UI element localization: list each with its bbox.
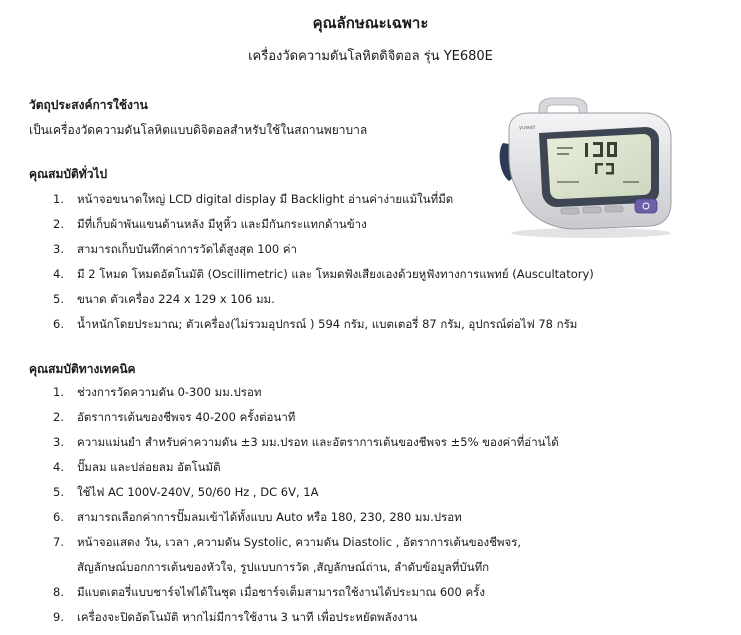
list-item	[29, 237, 594, 262]
item-text: มี 2 โหมด โหมดอัตโนมัติ (Oscillimetric) และ โหมดฟังเสียงเองด้วยหูฟังทางการแพทย์ (Auscultatory)	[77, 267, 594, 281]
item-text: สามารถเก็บบันทึกค่าการวัดได้สูงสุด 100 ค่า	[77, 242, 298, 256]
item-text: เครื่องจะปิดอัตโนมัติ หากไม่มีการใช้งาน 3 นาที เพื่อประหยัดพลังงาน	[77, 610, 418, 624]
item-text: มีแบตเตอรี่แบบชาร์จไฟได้ในชุด เมื่อชาร์จเต็มสามารถใช้งานได้ประมาณ 600 ครั้ง	[77, 585, 485, 599]
item-text: อัตราการเต้นของชีพจร 40-200 ครั้งต่อนาที	[77, 410, 296, 424]
list-item	[29, 430, 559, 455]
device-button-mode	[605, 206, 623, 212]
item-text: ใช้ไฟ AC 100V-240V, 50/60 Hz , DC 6V, 1A	[77, 485, 319, 499]
list-item	[29, 530, 559, 580]
item-text: ขนาด ตัวเครื่อง 224 x 129 x 106 มม.	[77, 292, 275, 306]
device-start-button	[635, 199, 657, 213]
item-number: 5.	[53, 292, 64, 306]
item-text: สามารถเลือกค่าการปั๊มลมเข้าได้ทั้งแบบ Auto หรือ 180, 230, 280 มม.ปรอท	[77, 510, 462, 524]
device-shadow	[511, 228, 671, 238]
item-number: 3.	[53, 242, 64, 256]
technical-heading: คุณสมบัติทางเทคนิค	[29, 362, 136, 376]
list-item	[29, 287, 594, 312]
item-text-continued: สัญลักษณ์บอกการเต้นของหัวใจ, รูปแบบการวัด ,สัญลักษณ์ถ่าน, ลำดับข้อมูลที่บันทึก	[77, 560, 490, 574]
item-number: 6.	[53, 510, 64, 524]
item-number: 1.	[53, 385, 64, 399]
purpose-heading: วัตถุประสงค์การใช้งาน	[29, 98, 148, 112]
list-item	[29, 262, 594, 287]
item-number: 2.	[53, 217, 64, 231]
item-text: ช่วงการวัดความดัน 0-300 มม.ปรอท	[77, 385, 262, 399]
item-text: หน้าจอแสดง วัน, เวลา ,ความดัน Systolic, ความดัน Diastolic , อัตราการเต้นของชีพจร,	[77, 535, 522, 549]
list-item	[29, 405, 559, 430]
document-title: คุณลักษณะเฉพาะ	[312, 14, 429, 32]
blood-pressure-monitor-image	[495, 95, 677, 240]
item-number: 1.	[53, 192, 64, 206]
list-item	[29, 605, 559, 630]
list-item	[29, 505, 559, 530]
item-number: 5.	[53, 485, 64, 499]
list-item	[29, 312, 594, 337]
list-item	[29, 455, 559, 480]
item-number: 3.	[53, 435, 64, 449]
device-button-set	[583, 207, 601, 213]
item-number: 8.	[53, 585, 64, 599]
item-number: 2.	[53, 410, 64, 424]
general-heading: คุณสมบัติทั่วไป	[29, 167, 108, 181]
brand-label: yuwell	[519, 125, 536, 131]
technical-spec-list	[29, 380, 559, 630]
list-item	[29, 580, 559, 605]
item-number: 4.	[53, 267, 64, 281]
item-text: ความแม่นยำ สำหรับค่าความดัน ±3 มม.ปรอท และอัตราการเต้นของชีพจร ±5% ของค่าที่อ่านได้	[77, 435, 559, 449]
list-item	[29, 380, 559, 405]
item-text: หน้าจอขนาดใหญ่ LCD digital display มี Backlight อ่านค่าง่ายแม้ในที่มืด	[77, 192, 454, 206]
item-text: ปั๊มลม และปล่อยลม อัตโนมัติ	[77, 460, 221, 474]
document-subtitle: เครื่องวัดความดันโลหิตดิจิตอล รุ่น YE680E	[248, 49, 493, 64]
item-text: น้ำหนักโดยประมาณ; ตัวเครื่อง(ไม่รวมอุปกรณ์ ) 594 กรัม, แบตเตอรี่ 87 กรัม, อุปกรณ์ต่อไฟ 78 กรัม	[77, 317, 578, 331]
item-number: 9.	[53, 610, 64, 624]
device-button-memory	[561, 208, 579, 214]
item-number: 4.	[53, 460, 64, 474]
item-text: มีที่เก็บผ้าพันแขนด้านหลัง มีหูหิ้ว และมีกันกระแทกด้านข้าง	[77, 217, 367, 231]
list-item	[29, 480, 559, 505]
item-number: 6.	[53, 317, 64, 331]
purpose-text: เป็นเครื่องวัดความดันโลหิตแบบดิจิตอลสำหรับใช้ในสถานพยาบาล	[29, 123, 368, 137]
item-number: 7.	[53, 535, 64, 549]
